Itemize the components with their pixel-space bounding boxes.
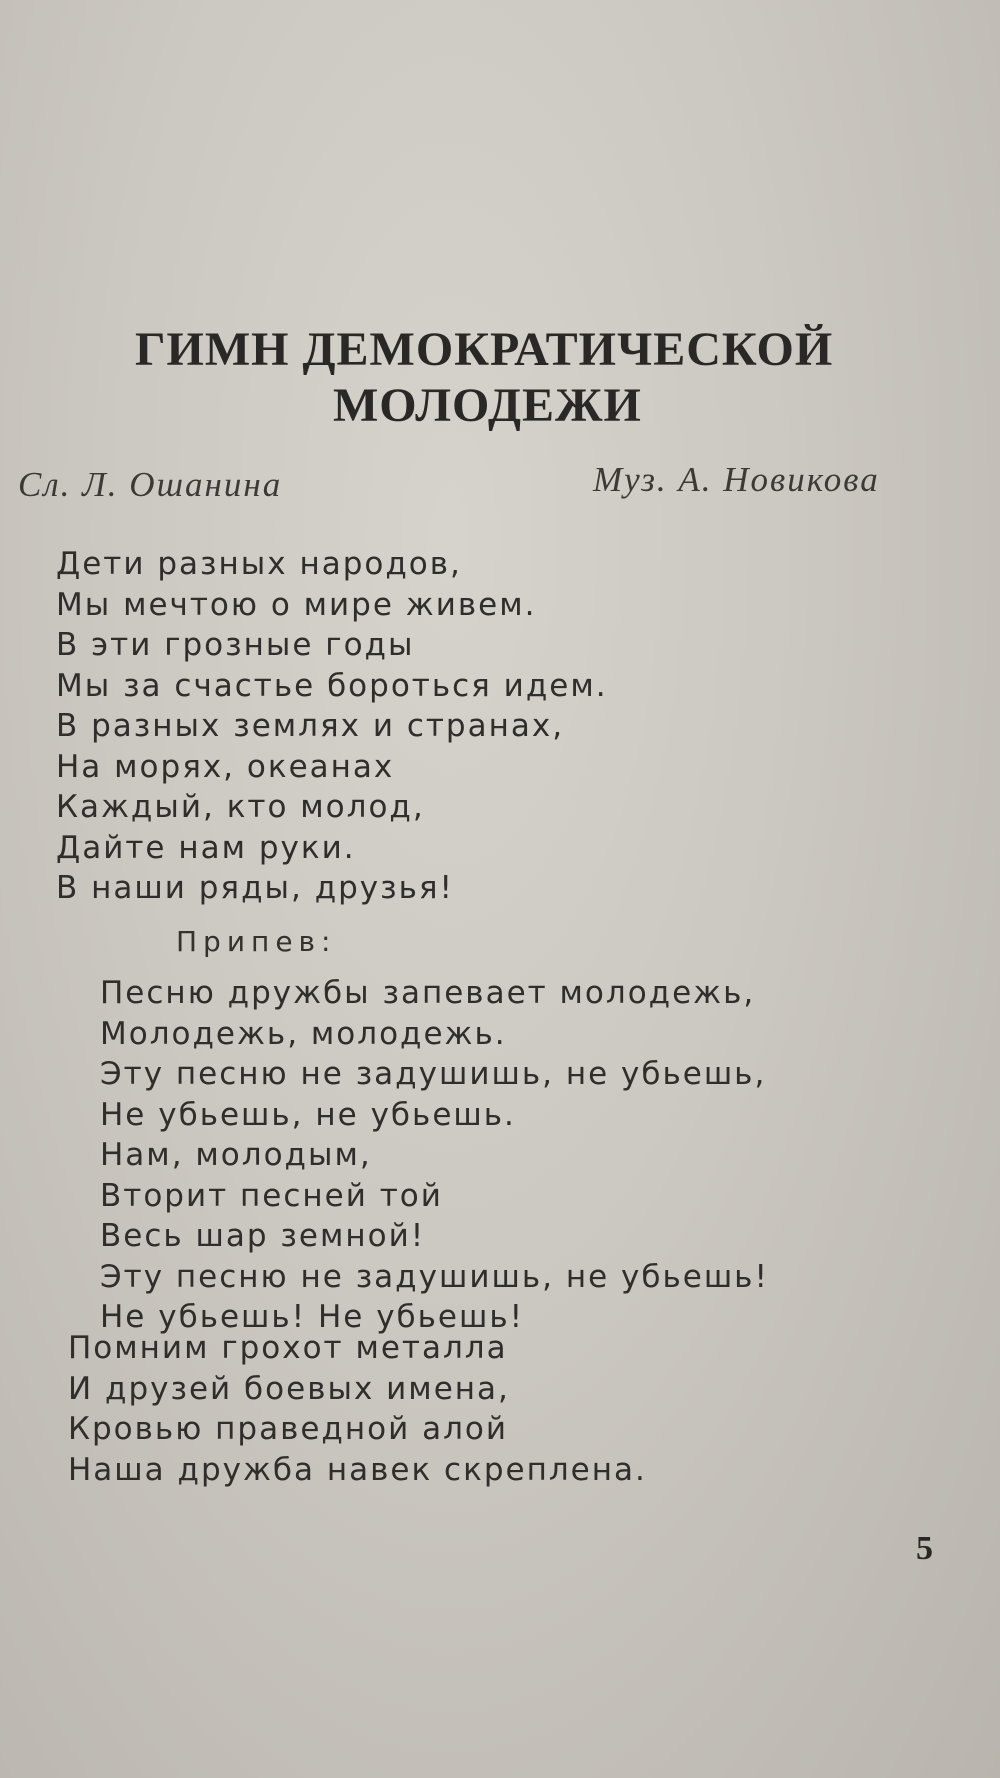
verse-line: В эти грозные годы [56,627,415,663]
verse-line: Помним грохот металла [68,1330,508,1366]
verse-line: В наши ряды, друзья! [56,870,454,906]
chorus [100,973,769,1338]
verse-2 [68,1328,647,1490]
composer-credit: Муз. А. Новикова [593,460,880,499]
verse-line: На морях, океанах [56,748,395,785]
page-number: 5 [916,1530,933,1567]
verse-1 [56,544,608,909]
chorus-line: Нам, молодым, [100,1137,372,1173]
song-title-line-2: МОЛОДЕЖИ [333,379,642,432]
chorus-line: Эту песню не задушишь, не убьешь! [100,1258,769,1295]
chorus-label: Припев: [176,925,337,958]
song-title-line-1: ГИМН ДЕМОКРАТИЧЕСКОЙ [135,323,834,376]
verse-line: И друзей боевых имена, [68,1370,510,1407]
lyricist-credit: Сл. Л. Ошанина [18,465,283,504]
verse-line: В разных землях и странах, [56,708,565,744]
chorus-line: Вторит песней той [100,1177,443,1214]
verse-line: Дайте нам руки. [56,829,356,866]
verse-line: Мы за счастье бороться идем. [56,667,608,704]
verse-line: Мы мечтою о мире живем. [56,586,537,623]
verse-line: Наша дружба навек скреплена. [68,1451,647,1488]
verse-line: Каждый, кто молод, [56,789,425,825]
chorus-line: Не убьешь, не убьешь. [100,1096,516,1133]
chorus-line: Эту песню не задушишь, не убьешь, [100,1056,767,1092]
chorus-line: Весь шар земной! [100,1218,426,1254]
chorus-line: Молодежь, молодежь. [100,1015,507,1052]
verse-line: Дети разных народов, [56,546,462,582]
chorus-line: Не убьешь! Не убьешь! [100,1299,525,1335]
verse-line: Кровью праведной алой [68,1411,509,1447]
chorus-line: Песню дружбы запевает молодежь, [100,975,756,1011]
